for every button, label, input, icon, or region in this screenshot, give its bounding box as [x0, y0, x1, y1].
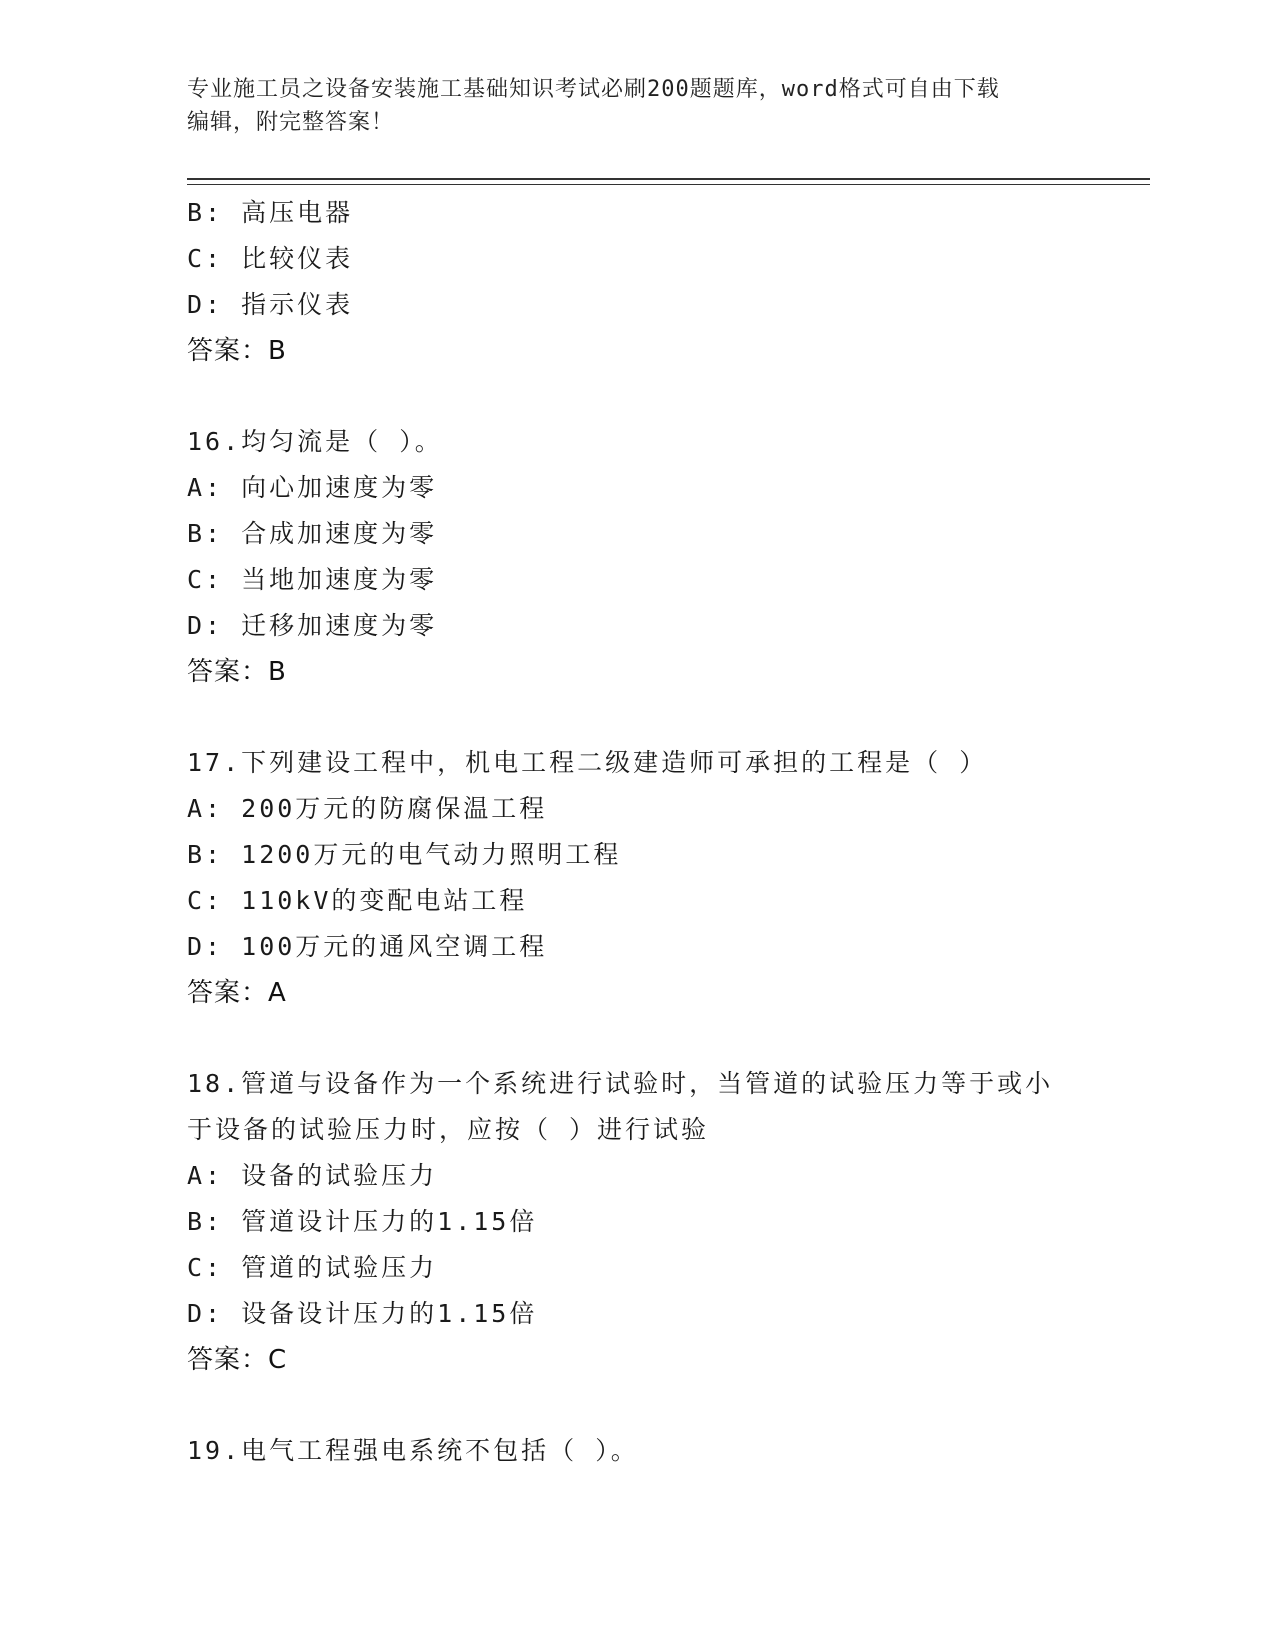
option-b: B: 合成加速度为零	[187, 519, 438, 548]
answer-line: 答案：C	[187, 1345, 288, 1375]
option-a: A: 设备的试验压力	[187, 1161, 438, 1190]
question-text-line2: 于设备的试验压力时，应按（ ）进行试验	[187, 1115, 710, 1144]
answer-line: 答案：B	[187, 336, 287, 366]
header-divider-thick	[187, 178, 1150, 180]
option-c: C: 当地加速度为零	[187, 565, 438, 594]
answer-line: 答案：A	[187, 978, 287, 1008]
option-b: B: 管道设计压力的1.15倍	[187, 1207, 538, 1236]
header-title-line1: 专业施工员之设备安装施工基础知识考试必刷200题题库，word格式可自由下载	[187, 77, 1000, 102]
header-divider-thin	[187, 184, 1150, 185]
option-d: D: 指示仪表	[187, 290, 354, 319]
option-a: A: 200万元的防腐保温工程	[187, 794, 548, 823]
question-15	[187, 190, 1087, 374]
question-text: 16.均匀流是（ ）。	[187, 427, 443, 456]
document-header	[187, 73, 1067, 139]
question-18	[187, 1061, 1087, 1383]
option-b: B: 1200万元的电气动力照明工程	[187, 840, 622, 869]
option-b: B: 高压电器	[187, 198, 354, 227]
option-d: D: 设备设计压力的1.15倍	[187, 1299, 538, 1328]
option-c: C: 比较仪表	[187, 244, 354, 273]
question-text-line1: 18.管道与设备作为一个系统进行试验时，当管道的试验压力等于或小	[187, 1069, 1054, 1098]
option-c: C: 110kV的变配电站工程	[187, 886, 528, 915]
option-a: A: 向心加速度为零	[187, 473, 438, 502]
question-17	[187, 740, 1087, 1016]
option-d: D: 迁移加速度为零	[187, 611, 438, 640]
question-text: 19.电气工程强电系统不包括（ ）。	[187, 1436, 639, 1465]
question-16	[187, 419, 1087, 695]
answer-line: 答案：B	[187, 657, 287, 687]
question-text: 17.下列建设工程中，机电工程二级建造师可承担的工程是（ ）	[187, 748, 988, 777]
question-19	[187, 1428, 1087, 1474]
option-c: C: 管道的试验压力	[187, 1253, 438, 1282]
header-title-line2: 编辑，附完整答案！	[187, 110, 395, 135]
option-d: D: 100万元的通风空调工程	[187, 932, 548, 961]
question-list	[187, 190, 1087, 1474]
